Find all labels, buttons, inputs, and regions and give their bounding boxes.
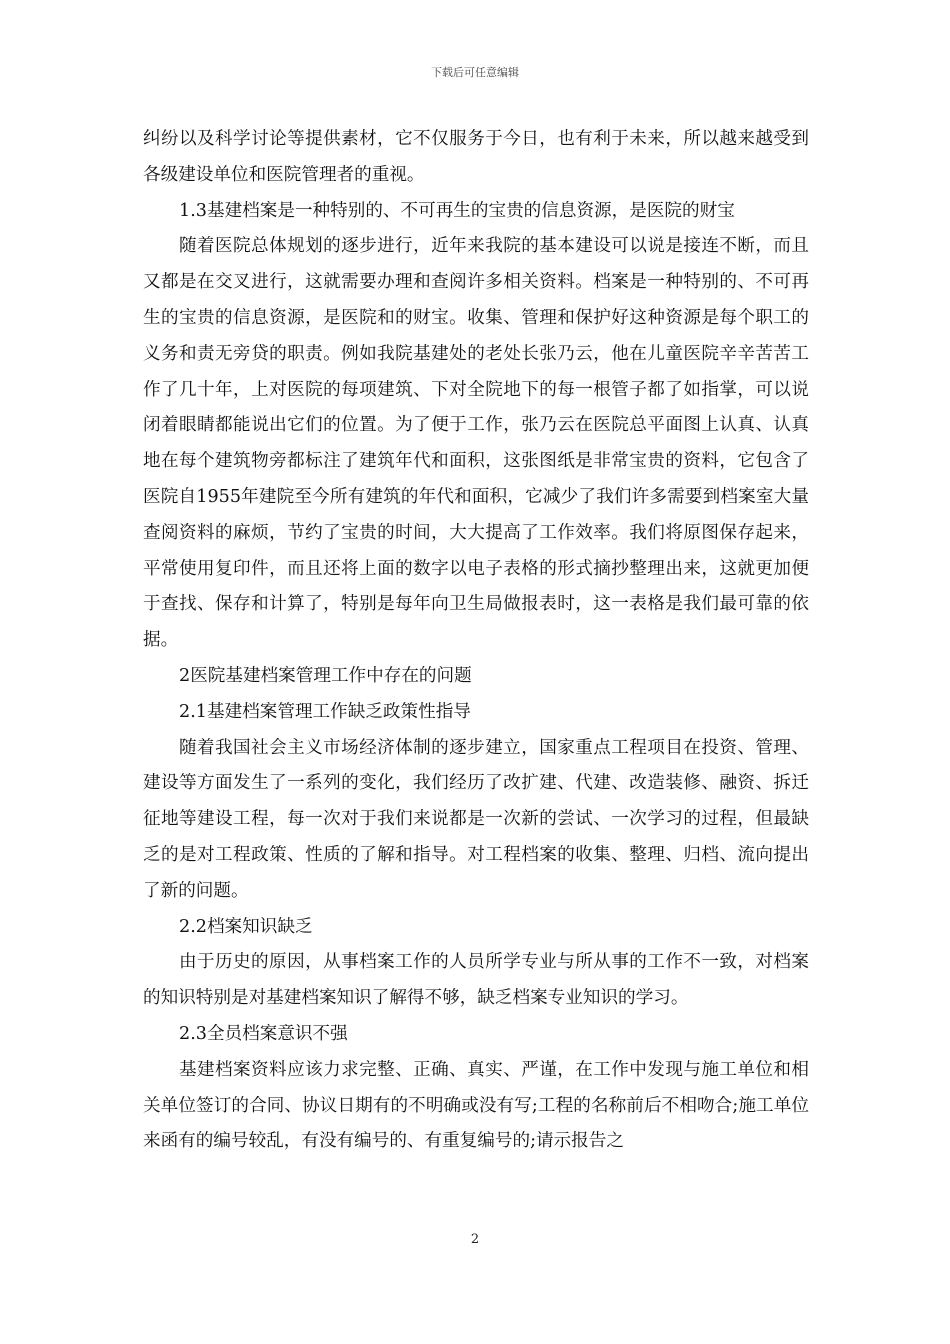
section-heading-2-2: 2.2档案知识缺乏 <box>179 916 313 937</box>
section-heading-2: 2医院基建档案管理工作中存在的问题 <box>179 665 472 686</box>
paragraph-archive-resource: 随着医院总体规划的逐步进行，近年来我院的基本建设可以说是接连不断，而且又都是在交叉进行，这就需要办理和查阅许多相关资料。档案是一种特别的、不可再生的宝贵的信息资源，是医院和的财宝。收集、管理和保护好这种资源是每个职工的义务和责无旁贷的职责。例如我院基建处的老处长张乃云，他在儿童医院辛辛苦苦工作了几十年，上对医院的每项建筑、下对全院地下的每一根管子都了如指掌，可以说闭着眼睛都能说出它们的位置。为了便于工作，张乃云在医院总平面图上认真、认真地在每个建筑物旁都标注了建筑年代和面积，这张图纸是非常宝贵的资料，它包含了医院自1955年建院至今所有建筑的年代和面积，它减少了我们许多需要到档案室大量查阅资料的麻烦，节约了宝贵的时间，大大提高了工作效率。我们将原图保存起来，平常使用复印件，而且还将上面的数字以电子表格的形式摘抄整理出来，这就更加便于查找、保存和计算了，特别是每年向卫生局做报表时，这一表格是我们最可靠的依据。 <box>143 236 809 651</box>
paragraph-archive-awareness: 基建档案资料应该力求完整、正确、真实、严谨，在工作中发现与施工单位和相关单位签订的合同、协议日期有的不明确或没有写;工程的名称前后不相吻合;施工单位来函有的编号较乱，有没有编号的、有重复编号的;请示报告之 <box>143 1059 809 1152</box>
page-number: 2 <box>470 1232 480 1247</box>
section-heading-2-1: 2.1基建档案管理工作缺乏政策性指导 <box>179 701 471 722</box>
document-body <box>143 122 809 1160</box>
paragraph-continuation: 纠纷以及科学讨论等提供素材，它不仅服务于今日，也有利于未来，所以越来越受到各级建设单位和医院管理者的重视。 <box>143 129 809 185</box>
section-heading-2-3: 2.3全员档案意识不强 <box>179 1023 348 1044</box>
page-header: 下载后可任意编辑 <box>431 66 519 79</box>
paragraph-policy-guidance: 随着我国社会主义市场经济体制的逐步建立，国家重点工程项目在投资、管理、建设等方面发生了一系列的变化，我们经历了改扩建、代建、改造装修、融资、拆迁征地等建设工程，每一次对于我们来说都是一次新的尝试、一次学习的过程，但最缺乏的是对工程政策、性质的了解和指导。对工程档案的收集、整理、归档、流向提出了新的问题。 <box>143 737 809 901</box>
section-heading-1-3: 1.3基建档案是一种特别的、不可再生的宝贵的信息资源，是医院的财宝 <box>179 200 735 221</box>
paragraph-knowledge-lack: 由于历史的原因，从事档案工作的人员所学专业与所从事的工作不一致，对档案的知识特别是对基建档案知识了解得不够，缺乏档案专业知识的学习。 <box>143 952 809 1009</box>
